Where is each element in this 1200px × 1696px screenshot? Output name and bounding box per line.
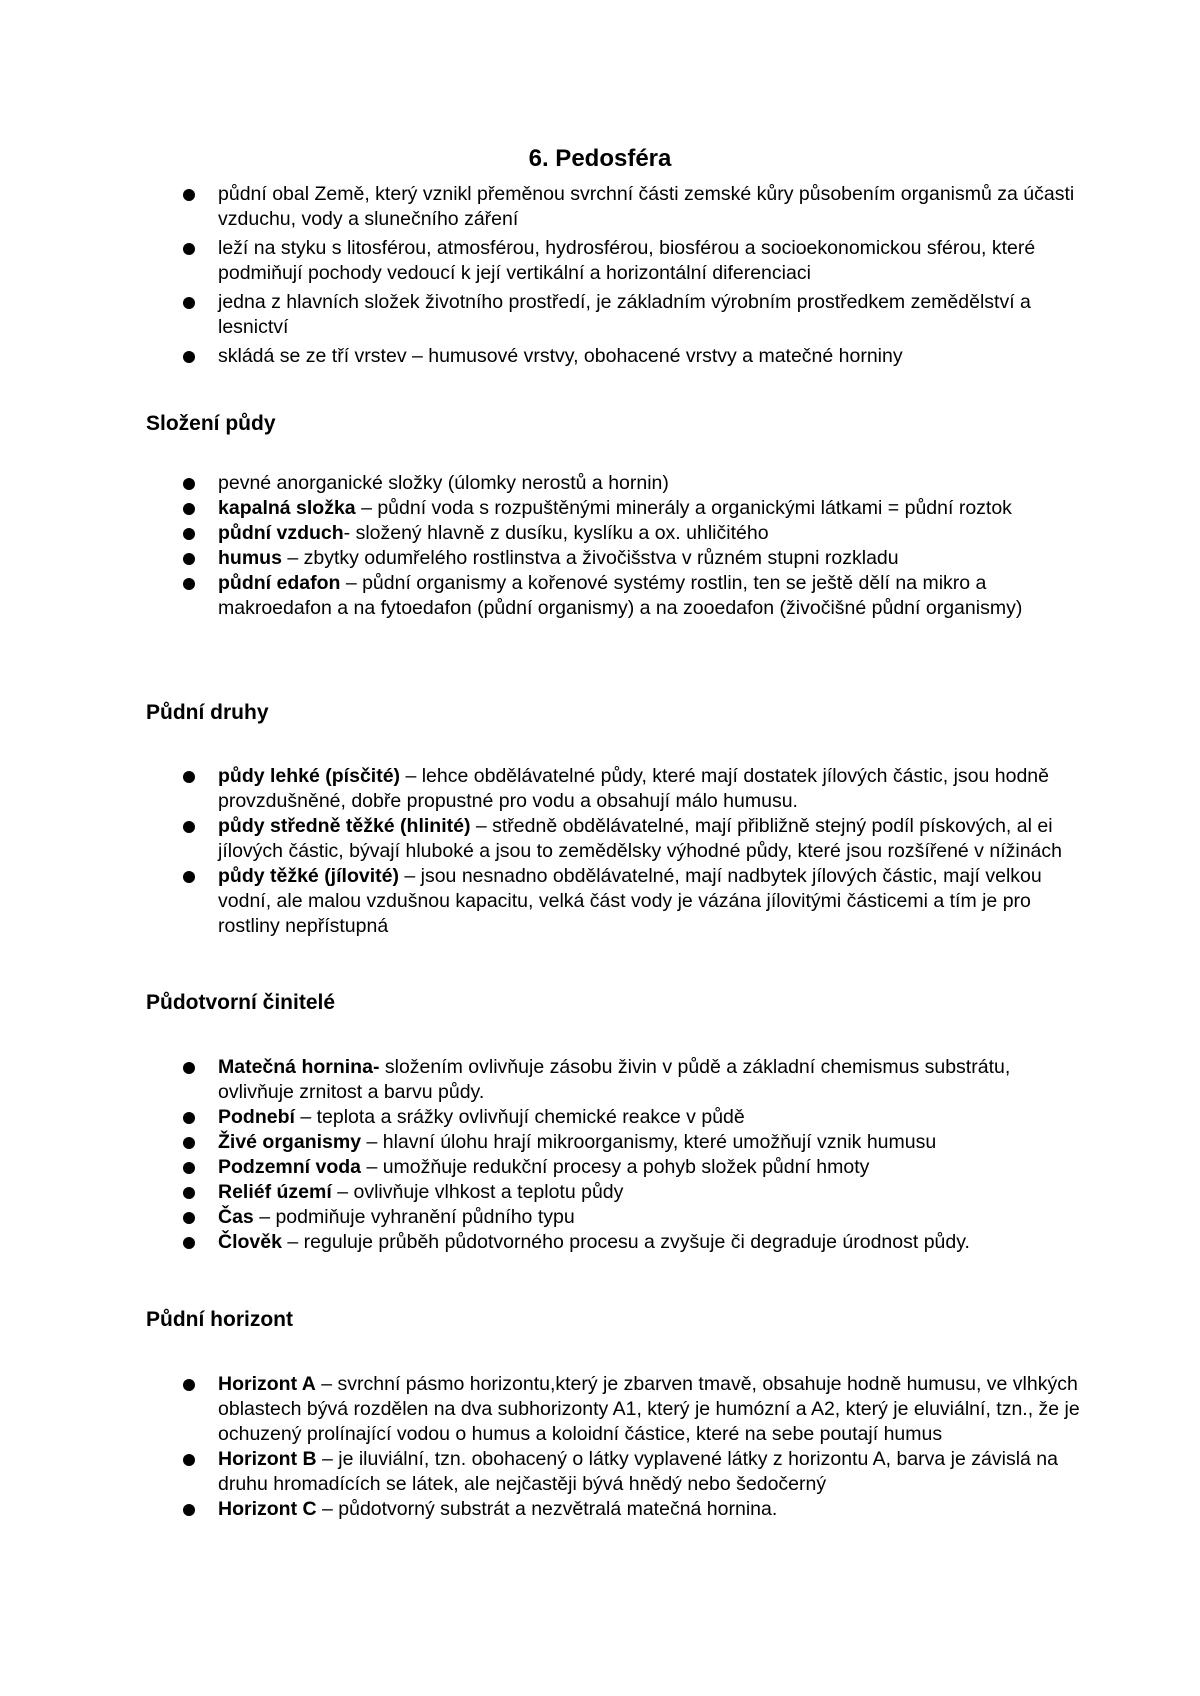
section-heading: Složení půdy	[146, 412, 276, 435]
list-item: půdní vzduch- složený hlavně z dusíku, kyslíku a ox. uhličitého	[180, 521, 1080, 546]
list-item: půdní edafon – půdní organismy a kořenové systémy rostlin, ten se ještě dělí na mikro a makroedafon a na fytoedafon (půdní organismy) a na zooedafon (živočišné půdní organismy)	[180, 571, 1080, 621]
bullet-icon	[183, 503, 195, 515]
list-item: Člověk – reguluje průběh půdotvorného procesu a zvyšuje či degraduje úrodnost půdy.	[180, 1230, 1080, 1255]
section-list	[180, 471, 1080, 621]
bullet-icon	[183, 1237, 195, 1249]
bullet-icon	[183, 578, 195, 590]
page-title: 6. Pedosféra	[528, 145, 672, 172]
list-item: Horizont A – svrchní pásmo horizontu,který je zbarven tmavě, obsahuje hodně humusu, ve vlhkých oblastech bývá rozdělen na dva subhorizonty A1, který je humózní a A2, který je eluviální, tzn., že je ochuzený prolínající vodou o humus a koloidní částice, které na sebe poutají humus	[180, 1372, 1080, 1447]
list-item: Podnebí – teplota a srážky ovlivňují chemické reakce v půdě	[180, 1105, 1080, 1130]
section-list	[180, 1055, 1080, 1255]
list-item: Horizont C – půdotvorný substrát a nezvětralá matečná hornina.	[180, 1497, 1080, 1522]
list-item: Reliéf území – ovlivňuje vlhkost a teplotu půdy	[180, 1180, 1080, 1205]
section-heading: Půdní horizont	[146, 1308, 293, 1331]
bullet-icon	[183, 1162, 195, 1174]
intro-list	[180, 182, 1080, 369]
list-item: půdy lehké (písčité) – lehce obdělávatelné půdy, které mají dostatek jílových částic, jsou hodně provzdušněné, dobře propustné pro vodu a obsahují málo humusu.	[180, 764, 1080, 814]
bullet-icon	[183, 1454, 195, 1466]
list-item: půdní obal Země, který vznikl přeměnou svrchní části zemské kůry působením organismů za účasti vzduchu, vody a slunečního záření	[180, 182, 1080, 232]
bullet-icon	[183, 478, 195, 490]
section-heading: Půdní druhy	[146, 701, 269, 724]
section-heading: Půdotvorní činitelé	[146, 991, 336, 1014]
section-list	[180, 764, 1080, 939]
list-item: půdy těžké (jílovité) – jsou nesnadno obdělávatelné, mají nadbytek jílových částic, mají velkou vodní, ale malou vzdušnou kapacitu, velká část vody je vázána jílovitými částicemi a tím je pro rostliny nepřístupná	[180, 864, 1080, 939]
list-item: Živé organismy – hlavní úlohu hrají mikroorganismy, které umožňují vznik humusu	[180, 1130, 1080, 1155]
bullet-icon	[183, 528, 195, 540]
bullet-icon	[183, 553, 195, 565]
bullet-icon	[183, 871, 195, 883]
bullet-icon	[183, 1379, 195, 1391]
bullet-icon	[183, 243, 195, 255]
list-item: skládá se ze tří vrstev – humusové vrstvy, obohacené vrstvy a matečné horniny	[180, 344, 1080, 369]
bullet-icon	[183, 1212, 195, 1224]
bullet-icon	[183, 1112, 195, 1124]
bullet-icon	[183, 771, 195, 783]
bullet-icon	[183, 1504, 195, 1516]
bullet-icon	[183, 821, 195, 833]
bullet-icon	[183, 297, 195, 309]
list-item: Horizont B – je iluviální, tzn. obohacený o látky vyplavené látky z horizontu A, barva je závislá na druhu hromadících se látek, ale nejčastěji bývá hnědý nebo šedočerný	[180, 1447, 1080, 1497]
list-item: Čas – podmiňuje vyhranění půdního typu	[180, 1205, 1080, 1230]
bullet-icon	[183, 1187, 195, 1199]
bullet-icon	[183, 351, 195, 363]
list-item: humus – zbytky odumřelého rostlinstva a živočišstva v různém stupni rozkladu	[180, 546, 1080, 571]
list-item: kapalná složka – půdní voda s rozpuštěnými minerály a organickými látkami = půdní roztok	[180, 496, 1080, 521]
bullet-icon	[183, 1062, 195, 1074]
bullet-icon	[183, 189, 195, 201]
bullet-icon	[183, 1137, 195, 1149]
list-item: jedna z hlavních složek životního prostředí, je základním výrobním prostředkem zemědělství a lesnictví	[180, 290, 1080, 340]
list-item: půdy středně těžké (hlinité) – středně obdělávatelné, mají přibližně stejný podíl pískových, al ei jílových částic, bývají hluboké a jsou to zemědělsky výhodné půdy, které jsou rozšířené v nížinách	[180, 814, 1080, 864]
list-item: pevné anorganické složky (úlomky nerostů a hornin)	[180, 471, 1080, 496]
list-item: leží na styku s litosférou, atmosférou, hydrosférou, biosférou a socioekonomickou sférou, které podmiňují pochody vedoucí k její vertikální a horizontální diferenciaci	[180, 236, 1080, 286]
list-item: Matečná hornina- složením ovlivňuje zásobu živin v půdě a základní chemismus substrátu, ovlivňuje zrnitost a barvu půdy.	[180, 1055, 1080, 1105]
list-item: Podzemní voda – umožňuje redukční procesy a pohyb složek půdní hmoty	[180, 1155, 1080, 1180]
section-list	[180, 1372, 1080, 1522]
